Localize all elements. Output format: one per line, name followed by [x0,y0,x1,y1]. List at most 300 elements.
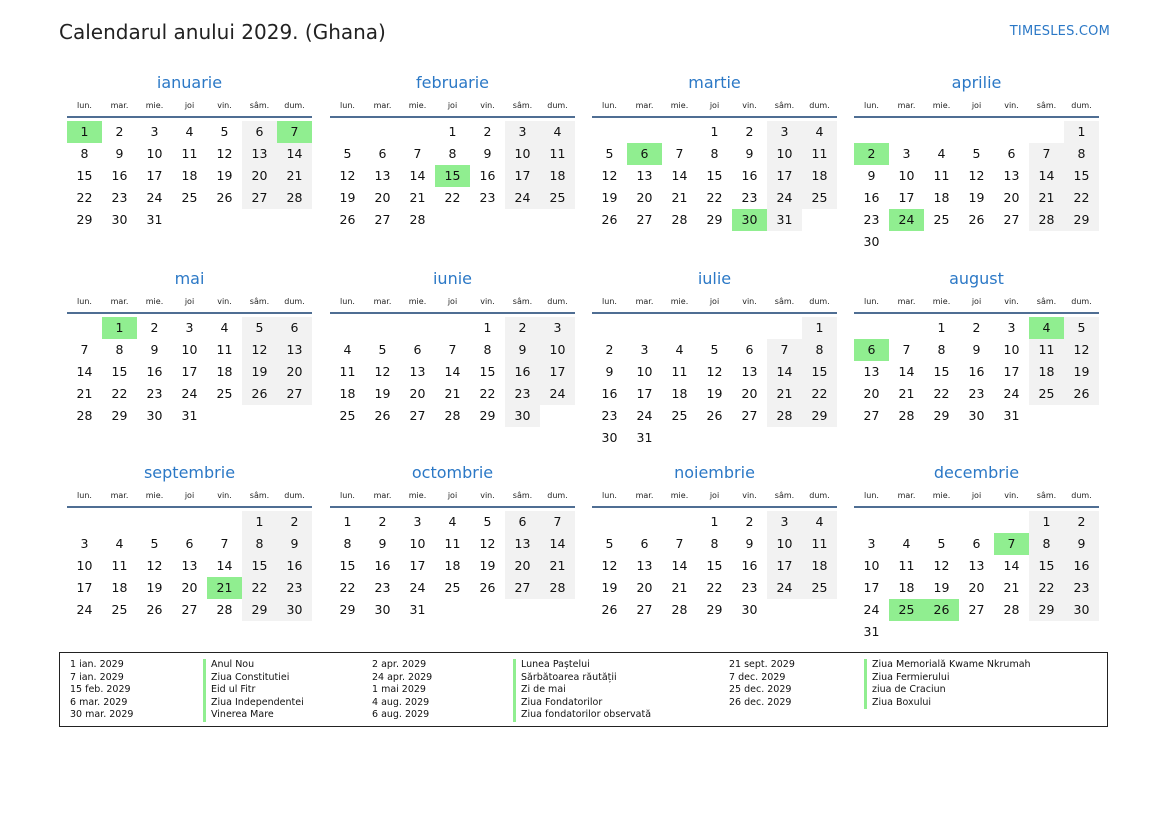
weekday-label: vin. [217,491,232,500]
day-cell: 28 [76,408,93,423]
day-cell: 11 [181,146,198,161]
weekday-label: joi [709,491,720,500]
day-cell: 19 [374,386,391,401]
day-cell: 1 [802,317,837,339]
day-cell: 23 [479,190,496,205]
day-cell: 3 [185,320,194,335]
day-cell: 9 [1064,533,1099,555]
day-cell: 18 [111,580,128,595]
weekday-label: mar. [897,491,916,500]
day-cell: 13 [741,364,758,379]
day-cell: 28 [671,212,688,227]
empty-day-cell [924,121,959,143]
day-cell: 2 [505,317,540,339]
day-cell: 22 [706,190,723,205]
day-cell: 7 [675,536,684,551]
holiday-dates-column-3 [729,659,795,709]
day-cell: 22 [802,383,837,405]
day-cell: 31 [1003,408,1020,423]
day-cell: 31 [409,602,426,617]
day-cell: 15 [76,168,93,183]
day-grid [854,317,1099,427]
day-cell: 19 [479,558,496,573]
day-cell: 24 [636,408,653,423]
day-cell: 3 [867,536,876,551]
day-cell: 6 [745,342,754,357]
weekday-label: joi [184,297,195,306]
day-cell: 30 [741,602,758,617]
holiday-day-cell: 1 [67,121,102,143]
day-cell: 29 [242,599,277,621]
day-cell: 12 [968,168,985,183]
empty-day-cell [365,317,400,339]
weekday-header [854,486,1099,508]
month-name: noiembrie [674,463,755,482]
day-cell: 9 [745,536,754,551]
day-cell: 18 [540,165,575,187]
day-cell: 29 [479,408,496,423]
weekday-label: mar. [373,491,392,500]
day-cell: 26 [601,212,618,227]
day-cell: 25 [671,408,688,423]
month-august [854,268,1099,427]
day-cell: 30 [146,408,163,423]
day-cell: 29 [1029,599,1064,621]
weekday-label: lun. [77,101,92,110]
holiday-name: Zi de mai [513,684,651,697]
holiday-date: 4 aug. 2029 [372,696,430,708]
day-cell: 19 [933,580,950,595]
weekday-label: mie. [932,297,951,306]
day-cell: 8 [710,146,719,161]
day-cell: 14 [540,533,575,555]
empty-day-cell [1029,121,1064,143]
day-cell: 12 [601,558,618,573]
holiday-names-column-1 [203,659,304,722]
day-cell: 8 [937,342,946,357]
day-cell: 5 [605,536,614,551]
empty-day-cell [662,511,697,533]
month-name: ianuarie [156,73,223,92]
day-cell: 30 [863,234,880,249]
month-februarie [330,72,575,231]
weekday-label: mie. [408,491,427,500]
weekday-label: vin. [742,491,757,500]
day-cell: 16 [146,364,163,379]
day-cell: 7 [448,342,457,357]
day-cell: 27 [242,187,277,209]
day-cell: 6 [413,342,422,357]
day-cell: 2 [1064,511,1099,533]
holiday-dates-column-1 [70,659,133,722]
weekday-label: joi [709,297,720,306]
day-cell: 20 [374,190,391,205]
weekday-label: lun. [602,297,617,306]
day-cell: 17 [863,580,880,595]
day-cell: 17 [767,165,802,187]
day-cell: 27 [863,408,880,423]
month-name: octombrie [411,463,494,482]
weekday-label: dum. [284,491,305,500]
weekday-label: sâm. [774,297,795,306]
empty-day-cell [330,121,365,143]
day-cell: 22 [111,386,128,401]
page-title: Calendarul anului 2029. (Ghana) [59,20,386,44]
day-cell: 11 [111,558,128,573]
day-cell: 29 [706,212,723,227]
day-cell: 26 [601,602,618,617]
day-cell: 28 [444,408,461,423]
weekday-label: vin. [742,101,757,110]
holiday-names-column-2 [513,659,651,722]
holiday-dates-column-2 [372,659,432,722]
weekday-label: sâm. [1036,101,1057,110]
empty-day-cell [592,121,627,143]
day-cell: 14 [898,364,915,379]
day-cell: 26 [374,408,391,423]
day-cell: 6 [972,536,981,551]
day-cell: 22 [242,577,277,599]
day-cell: 15 [1064,165,1099,187]
day-cell: 8 [802,339,837,361]
day-grid [330,121,575,231]
day-cell: 12 [479,536,496,551]
day-cell: 12 [146,558,163,573]
day-cell: 9 [505,339,540,361]
day-cell: 7 [902,342,911,357]
holiday-date: 6 aug. 2029 [372,709,430,721]
day-grid [592,511,837,621]
holiday-day-cell: 21 [207,577,242,599]
day-cell: 20 [741,386,758,401]
day-cell: 7 [675,146,684,161]
day-cell: 15 [242,555,277,577]
day-cell: 20 [242,165,277,187]
day-cell: 14 [1029,165,1064,187]
weekday-label: mie. [670,101,689,110]
day-cell: 13 [374,168,391,183]
weekday-label: sâm. [249,491,270,500]
holiday-name: Ziua fondatorilor observată [513,709,651,722]
weekday-header [330,96,575,118]
weekday-label: sâm. [774,101,795,110]
month-iunie [330,268,575,427]
weekday-header [67,486,312,508]
day-cell: 19 [242,361,277,383]
holiday-name: Eid ul Fitr [203,684,304,697]
day-cell: 28 [767,405,802,427]
weekday-label: mar. [110,491,129,500]
holiday-date: 25 dec. 2029 [729,684,792,696]
weekday-label: vin. [742,297,757,306]
day-cell: 12 [1064,339,1099,361]
day-cell: 25 [933,212,950,227]
holiday-day-cell: 4 [1029,317,1064,339]
day-cell: 2 [745,124,754,139]
day-cell: 27 [968,602,985,617]
holiday-name: Ziua Independentei [203,697,304,710]
day-cell: 11 [540,143,575,165]
weekday-label: lun. [77,297,92,306]
day-cell: 5 [605,146,614,161]
day-cell: 7 [1029,143,1064,165]
holiday-date: 24 apr. 2029 [372,671,433,683]
day-cell: 24 [767,577,802,599]
weekday-label: sâm. [249,297,270,306]
weekday-header [854,96,1099,118]
day-cell: 22 [1029,577,1064,599]
weekday-label: sâm. [774,491,795,500]
day-cell: 13 [409,364,426,379]
day-cell: 18 [216,364,233,379]
day-cell: 11 [898,558,915,573]
day-cell: 21 [671,190,688,205]
weekday-header [592,292,837,314]
day-cell: 30 [277,599,312,621]
holiday-date: 30 mar. 2029 [70,709,134,721]
day-cell: 11 [933,168,950,183]
day-cell: 28 [409,212,426,227]
day-cell: 22 [76,190,93,205]
day-cell: 2 [745,514,754,529]
holiday-date: 6 mar. 2029 [70,696,128,708]
day-cell: 7 [540,511,575,533]
day-cell: 1 [1029,511,1064,533]
weekday-label: lun. [77,491,92,500]
day-cell: 16 [479,168,496,183]
day-cell: 20 [968,580,985,595]
day-cell: 16 [277,555,312,577]
day-cell: 22 [444,190,461,205]
day-cell: 17 [505,165,540,187]
holiday-name: Ziua Boxului [864,697,1031,710]
day-cell: 14 [444,364,461,379]
day-cell: 21 [444,386,461,401]
day-cell: 3 [413,514,422,529]
day-cell: 1 [1064,121,1099,143]
weekday-label: joi [447,297,458,306]
day-cell: 24 [767,187,802,209]
day-cell: 19 [601,580,618,595]
weekday-label: mar. [635,491,654,500]
day-cell: 11 [1029,339,1064,361]
day-cell: 18 [802,555,837,577]
day-cell: 17 [1003,364,1020,379]
day-cell: 12 [601,168,618,183]
weekday-label: vin. [1004,101,1019,110]
day-cell: 19 [706,386,723,401]
day-cell: 8 [115,342,124,357]
day-grid [592,121,837,231]
day-cell: 25 [339,408,356,423]
day-cell: 10 [146,146,163,161]
weekday-label: lun. [864,101,879,110]
day-cell: 27 [636,602,653,617]
empty-day-cell [959,121,994,143]
day-cell: 16 [968,364,985,379]
day-cell: 7 [80,342,89,357]
weekday-label: mar. [635,297,654,306]
day-cell: 29 [76,212,93,227]
day-cell: 20 [505,555,540,577]
day-grid [67,121,312,231]
day-cell: 21 [1003,580,1020,595]
day-cell: 29 [339,602,356,617]
day-cell: 22 [1064,187,1099,209]
weekday-label: dum. [1071,101,1092,110]
empty-day-cell [207,511,242,533]
holiday-day-cell: 1 [102,317,137,339]
day-cell: 23 [374,580,391,595]
day-cell: 30 [374,602,391,617]
day-cell: 4 [802,511,837,533]
weekday-label: mar. [110,101,129,110]
day-cell: 21 [76,386,93,401]
day-cell: 5 [343,146,352,161]
weekday-label: joi [971,491,982,500]
day-cell: 5 [220,124,229,139]
empty-day-cell [889,317,924,339]
day-cell: 12 [242,339,277,361]
weekday-label: sâm. [512,297,533,306]
weekday-header [330,486,575,508]
day-cell: 19 [968,190,985,205]
day-cell: 29 [111,408,128,423]
day-cell: 2 [605,342,614,357]
day-cell: 1 [242,511,277,533]
weekday-label: vin. [1004,297,1019,306]
month-decembrie [854,462,1099,643]
day-cell: 21 [540,555,575,577]
day-cell: 29 [802,405,837,427]
day-cell: 29 [706,602,723,617]
day-cell: 25 [802,577,837,599]
day-cell: 16 [601,386,618,401]
day-cell: 4 [937,146,946,161]
day-cell: 23 [741,190,758,205]
weekday-header [592,96,837,118]
day-cell: 22 [706,580,723,595]
day-cell: 25 [444,580,461,595]
day-cell: 28 [671,602,688,617]
day-cell: 1 [710,124,719,139]
day-cell: 3 [80,536,89,551]
day-cell: 13 [968,558,985,573]
day-cell: 15 [339,558,356,573]
day-cell: 17 [181,364,198,379]
empty-day-cell [662,317,697,339]
day-cell: 23 [863,212,880,227]
day-cell: 10 [181,342,198,357]
day-cell: 4 [540,121,575,143]
day-cell: 7 [220,536,229,551]
day-cell: 14 [671,168,688,183]
day-cell: 8 [483,342,492,357]
day-cell: 22 [339,580,356,595]
day-cell: 3 [767,511,802,533]
day-cell: 14 [76,364,93,379]
day-cell: 21 [277,165,312,187]
day-cell: 24 [863,602,880,617]
day-cell: 2 [378,514,387,529]
day-cell: 5 [150,536,159,551]
day-cell: 2 [150,320,159,335]
day-cell: 5 [710,342,719,357]
day-cell: 19 [601,190,618,205]
day-cell: 9 [277,533,312,555]
day-cell: 15 [706,168,723,183]
day-cell: 5 [972,146,981,161]
day-cell: 3 [767,121,802,143]
holiday-names-column-3 [864,659,1031,709]
day-cell: 27 [505,577,540,599]
day-cell: 26 [1064,383,1099,405]
weekday-header [330,292,575,314]
day-cell: 17 [767,555,802,577]
day-cell: 3 [540,317,575,339]
weekday-label: dum. [284,297,305,306]
holiday-name: Ziua Constitutiei [203,672,304,685]
empty-day-cell [994,121,1029,143]
holiday-name: ziua de Craciun [864,684,1031,697]
day-cell: 4 [343,342,352,357]
day-cell: 17 [146,168,163,183]
empty-day-cell [854,317,889,339]
day-cell: 13 [636,168,653,183]
day-cell: 28 [216,602,233,617]
day-cell: 2 [972,320,981,335]
day-cell: 10 [767,533,802,555]
day-cell: 12 [216,146,233,161]
holiday-date: 21 sept. 2029 [729,659,795,670]
day-cell: 1 [710,514,719,529]
holiday-list [59,652,1108,727]
weekday-label: mar. [897,101,916,110]
empty-day-cell [67,317,102,339]
empty-day-cell [435,317,470,339]
day-cell: 16 [741,558,758,573]
weekday-label: vin. [480,491,495,500]
day-cell: 18 [671,386,688,401]
day-cell: 5 [483,514,492,529]
day-cell: 6 [378,146,387,161]
empty-day-cell [137,511,172,533]
day-cell: 16 [1064,555,1099,577]
day-cell: 1 [448,124,457,139]
day-cell: 9 [605,364,614,379]
holiday-name: Lunea Paștelui [513,659,651,672]
weekday-label: sâm. [512,491,533,500]
day-cell: 5 [242,317,277,339]
day-cell: 22 [933,386,950,401]
day-cell: 31 [146,212,163,227]
site-link[interactable]: TIMESLES.COM [1009,24,1110,39]
day-grid [592,317,837,449]
holiday-name: Ziua Fondatorilor [513,697,651,710]
weekday-label: dum. [1071,491,1092,500]
month-name: iulie [697,269,732,288]
day-cell: 10 [505,143,540,165]
day-cell: 25 [111,602,128,617]
weekday-label: lun. [340,101,355,110]
holiday-date: 7 dec. 2029 [729,671,786,683]
weekday-label: dum. [547,297,568,306]
day-cell: 17 [76,580,93,595]
day-cell: 1 [937,320,946,335]
day-cell: 28 [540,577,575,599]
empty-day-cell [627,121,662,143]
day-cell: 21 [1029,187,1064,209]
